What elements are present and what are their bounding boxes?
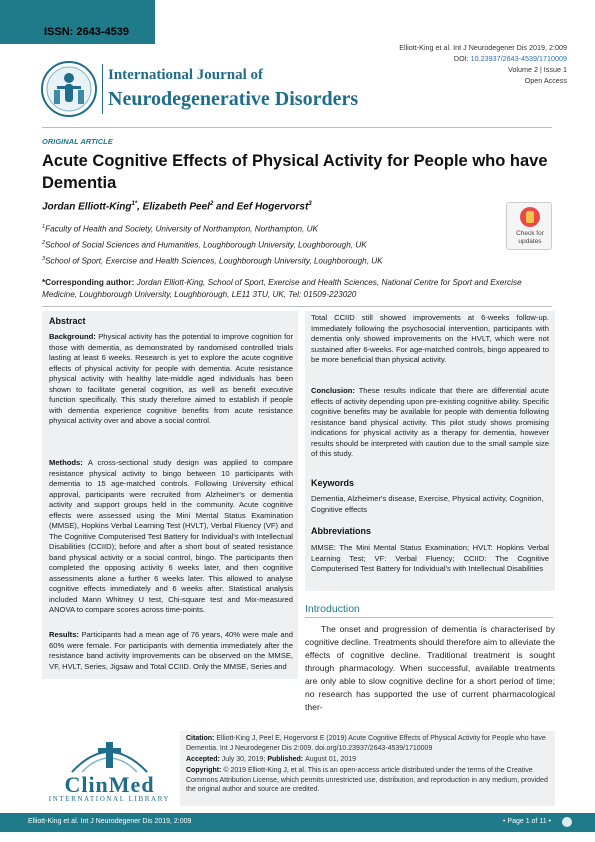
author-2-sup: 2 [209,201,214,207]
abbreviations-heading: Abbreviations [311,526,372,536]
bottom-citation: Elliott-King et al. Int J Neurodegener Dis 2019, 2:009 [28,818,192,825]
abstract-conclusion [311,386,549,460]
journal-name-line1: International Journal of [108,67,264,83]
check-for-updates-button[interactable] [506,202,552,250]
citation-line: Elliott-King et al. Int J Neurodegener Dis 2019, 2:009 [399,43,567,52]
corresponding-author [42,277,557,301]
keywords-text: Dementia, Alzheimer's disease, Exercise, Physical activity, Cognition, Cognitive effects [311,494,544,514]
article-type: ORIGINAL ARTICLE [42,137,113,146]
accepted-date: July 30, 2019; [221,756,268,763]
corresp-text: Jordan Elliott-King, School of Sport, Exercise and Health Sciences, National Centre for Sport and Exercise Medicine, Loughborough University, Loughborough, LE11 3TU, UK, Tel: 01509-223020 [42,278,522,299]
abstract-background [49,332,293,427]
affiliation-2-sup: 2 [42,240,46,246]
results-label: Results: [49,630,82,639]
section-rule [42,306,552,307]
abstract-results [49,630,293,672]
footer-dates [186,755,551,765]
badge-line1: Check for [516,230,544,237]
abbreviations-text: MMSE: The Mini Mental Status Examination; HVLT: Hopkins Verbal Learning Test; VF: Verbal Fluency; CCIID: The Cognitive Computerised Test Battery for Individual's with Intellectual Disabilities [311,543,549,573]
author-3: and Eef Hogervorst [213,201,309,213]
issn-bar-body [0,22,155,44]
footer-citation-text: Elliott-King J, Peel E, Hogervorst E (2019) Acute Cognitive Effects of Physical Activity for People who have Dementia. Int J Neurodegener Dis 2:009. doi.org/10.23937/2643-4539/1710009 [186,735,546,752]
open-access-label: Open Access [524,76,567,85]
affiliation-3-sup: 3 [42,256,46,262]
background-text: Physical activity has the potential to improve cognition for those with dementia, as demonstrated by randomised controlled trials lasting at least 6 weeks. Research is yet to explore the acute cognitive effects of physical activity for people with dementia. Acute resistance physical activity with healthy late-middle aged individuals has been shown to facilitate general cognition, as well as benefit executive function specifically. This study therefore aimed to establish if people with dementia experience cognitive benefits from acute resistance physical activity over and above a social control. [49,332,293,425]
accepted-label: Accepted: [186,756,222,763]
methods-label: Methods: [49,458,88,467]
affiliation-3 [42,256,383,266]
doi-link[interactable]: 10.23937/2643-4539/1710009 [470,54,567,63]
journal-divider [102,64,103,114]
title-line2: Dementia [42,174,117,192]
published-date: August 01, 2019 [305,756,357,763]
header-rule [42,127,552,128]
introduction-text: The onset and progression of dementia is characterised by cognitive decline. Treatments should therefore aim to alleviate the effects of cognitive decline. Traditional treatment is sought through pharmacology. When successful, available treatments are only able to slow cognitive decline for a short period of time; no research has supported the use of current pharmacological ther- [305,624,555,712]
author-1-sup: 1* [131,201,138,207]
citation-header [399,42,567,86]
doi-label: DOI: [453,54,471,63]
copyright-label: Copyright: [186,767,224,774]
volume-issue: Volume 2 | Issue 1 [507,65,567,74]
title-line1: Acute Cognitive Effects of Physical Activity for People who have [42,152,548,170]
publisher-sub: INTERNATIONAL LIBRARY [48,795,171,803]
published-label: Published: [267,756,306,763]
conclusion-label: Conclusion: [311,386,359,395]
abstract-methods [49,458,293,616]
affiliation-1 [42,224,318,234]
footer-citation [186,734,551,753]
affiliation-2 [42,240,367,250]
results-text: Participants had a mean age of 76 years, 40% were male and 60% were female. For participants with dementia immediately after the resistance band activity improvements can be observed on the MMSE, VF, HVLT, Series, Jigsaw and Total CCIID. Only the MMSE, Series and [49,630,294,671]
author-1: Jordan Elliott-King [42,201,132,213]
page-number: • Page 1 of 11 • [503,818,551,825]
copyright-text: © 2019 Elliott-King J, et al. This is an open-access article distributed under the terms of the Creative Commons Attribution License, which permits unrestricted use, distribution, and reproduction in any medium, provided the original author and source are credited. [186,767,548,794]
affiliation-2-text: School of Social Sciences and Humanities, Loughborough University, Loughborough, UK [45,240,367,250]
background-label: Background: [49,332,99,341]
issn-bar [0,0,155,22]
page-corner-icon [561,816,573,828]
update-icon [520,207,540,227]
affiliation-1-sup: 1 [42,224,46,230]
journal-logo-icon [40,60,98,118]
introduction-rule [305,617,553,618]
journal-name-line2: Neurodegenerative Disorders [108,88,359,110]
footer-citation-label: Citation: [186,735,217,742]
corresp-label: *Corresponding author: [42,278,137,287]
author-3-sup: 3 [308,201,312,207]
badge-line2: updates [518,238,542,245]
introduction-heading: Introduction [305,603,360,615]
footer-copyright [186,766,551,795]
methods-text: A cross-sectional study design was applied to compare resistance physical activity to bingo between 10 participants with dementia to 15 age-matched controls. Following University ethical approval, participants were recruited from Alzheimer's or dementia activity and support groups held in the community. Acute cognitive effects were assessed using the Mini Mental Status Examination (MMSE), Hopkins Verbal Learning Test (HVLT), Verbal Fluency (VF) and The Cognitive Computerised Test Battery for Individual's with Intellectual Disabilities (CCIID); before and after a short bout of seated resistance band physical activity or a social control, bingo. The participants then completed the opposing activity 6 weeks later, and then cognitive assessments alone a further 6 weeks later. This allowed to analyse cognitive effects immediately and 6 weeks after. Statistical analysis included Mann Whitney U test, Chi-square test and Mix-measured ANOVA to compare scores across time-points. [49,458,293,614]
article-title [42,150,562,194]
abstract-results-cont: Total CCIID still showed improvements at 6-weeks follow-up. Immediately following the psychosocial intervention, participants with dementia only showed improvements on the HVLT, which were not sustained after 6-weeks. For age-matched controls, bingo appeared to be more beneficial than physical activity. [311,313,549,364]
author-list [42,201,312,212]
keywords-heading: Keywords [311,478,355,488]
author-2: , Elizabeth Peel [137,201,210,213]
affiliation-1-text: Faculty of Health and Society, University of Northampton, Northampton, UK [45,224,318,234]
doi-line [399,53,567,64]
issn-label: ISSN: 2643-4539 [44,26,129,38]
abstract-heading: Abstract [49,316,86,326]
conclusion-text: These results indicate that there are differential acute effects of activity depending upon pre-existing cognitive ability. Specific cognitive benefits may be available for people with dementia following resistance band physical activity. This pilot study shows promising indications for physical activity as a therapy for dementia, however results should be interpreted with caution due to the small sample size of this study. [311,386,550,458]
affiliation-3-text: School of Sport, Exercise and Health Sciences, Loughborough University, Loughborough, UK [45,256,383,266]
publisher-name: ClinMed [64,772,155,797]
